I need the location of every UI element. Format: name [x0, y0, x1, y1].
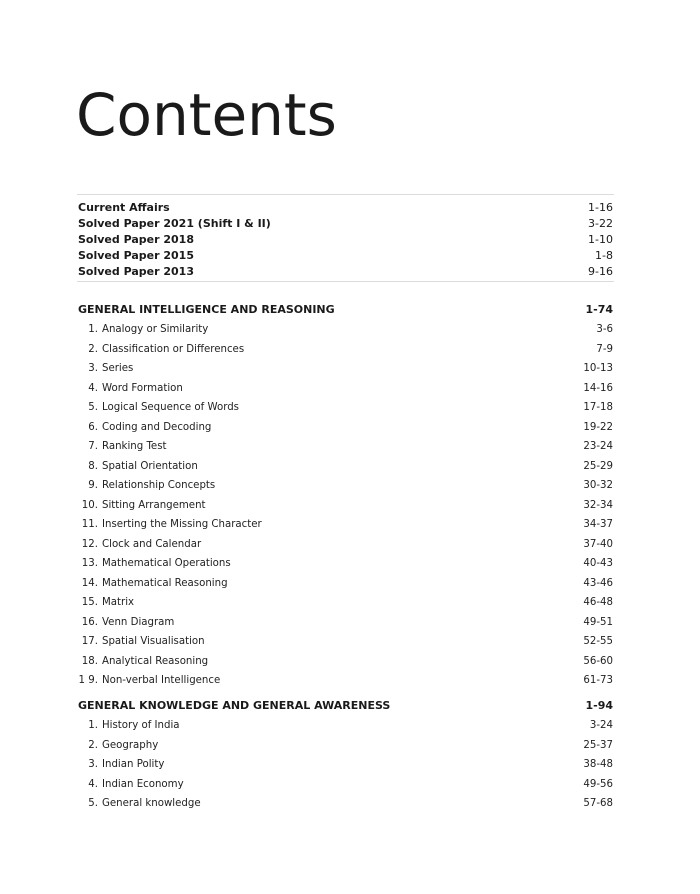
- chapter-row: [78, 671, 613, 691]
- chapter-entry: [78, 535, 201, 555]
- chapter-title: Analogy or Similarity: [102, 324, 209, 335]
- chapter-number: 3.: [88, 363, 98, 374]
- chapter-entry: [78, 398, 239, 418]
- chapter-row: [78, 457, 613, 477]
- section-reasoning: [78, 300, 613, 691]
- chapter-pages: 40-43: [583, 558, 613, 569]
- chapter-row: [78, 775, 613, 795]
- chapter-title: Mathematical Operations: [102, 558, 231, 569]
- chapter-pages: 38-48: [583, 759, 613, 770]
- prelim-title: Solved Paper 2018: [78, 233, 194, 246]
- chapter-pages: 49-51: [583, 616, 613, 628]
- chapter-number: 2.: [88, 343, 98, 355]
- chapter-title: Matrix: [102, 597, 135, 608]
- chapter-title: Logical Sequence of Words: [102, 402, 239, 413]
- chapter-number: 1.: [88, 720, 98, 731]
- prelim-title: Solved Paper 2021 (Shift I & II): [78, 217, 271, 230]
- chapter-number: 18.: [81, 655, 98, 667]
- chapter-entry: [78, 418, 211, 438]
- chapter-number: 17.: [81, 636, 98, 647]
- chapter-pages: 10-13: [583, 363, 613, 374]
- chapter-pages: 30-32: [583, 480, 613, 491]
- chapter-entry: [78, 716, 180, 736]
- chapter-pages: 49-56: [583, 778, 613, 790]
- chapter-title: Mathematical Reasoning: [102, 577, 228, 589]
- chapter-pages: 25-29: [583, 460, 613, 472]
- chapter-list: [78, 320, 613, 691]
- chapter-row: [78, 652, 613, 672]
- chapter-number: 9.: [88, 480, 98, 491]
- chapter-title: Spatial Orientation: [102, 460, 198, 472]
- prelim-pages: 3-22: [588, 217, 613, 230]
- prelim-row: [78, 232, 613, 248]
- chapter-number: 11.: [81, 519, 98, 530]
- chapter-row: [78, 398, 613, 418]
- chapter-number: 4.: [88, 382, 98, 394]
- chapter-pages: 34-37: [583, 519, 613, 530]
- chapter-title: History of India: [102, 720, 180, 731]
- page-title: Contents: [76, 81, 337, 149]
- chapter-number: 2.: [88, 739, 98, 751]
- chapter-title: Sitting Arrangement: [102, 499, 206, 511]
- chapter-entry: [78, 476, 215, 496]
- chapter-entry: [78, 593, 134, 613]
- chapter-number: 13.: [81, 558, 98, 569]
- chapter-pages: 19-22: [583, 421, 613, 433]
- chapter-row: [78, 632, 613, 652]
- section-pages: 1-74: [585, 303, 613, 316]
- prelim-row: [78, 248, 613, 264]
- chapter-pages: 52-55: [583, 636, 613, 647]
- chapter-entry: [78, 613, 174, 633]
- chapter-row: [78, 716, 613, 736]
- chapter-pages: 23-24: [583, 441, 613, 452]
- chapter-number: 5.: [88, 798, 98, 809]
- chapter-entry: [78, 496, 206, 516]
- chapter-pages: 17-18: [583, 402, 613, 413]
- prelim-row: [78, 216, 613, 232]
- chapter-number: 15.: [81, 597, 98, 608]
- chapter-row: [78, 320, 613, 340]
- chapter-row: [78, 593, 613, 613]
- chapter-row: [78, 359, 613, 379]
- chapter-number: 14.: [81, 577, 98, 589]
- chapter-row: [78, 794, 613, 814]
- chapter-entry: [78, 379, 183, 399]
- divider-bottom: [77, 281, 614, 282]
- chapter-row: [78, 340, 613, 360]
- chapter-row: [78, 476, 613, 496]
- prelim-pages: 1-10: [588, 233, 613, 246]
- section-heading: [78, 300, 613, 320]
- chapter-pages: 46-48: [583, 597, 613, 608]
- prelim-row: [78, 200, 613, 216]
- chapter-entry: [78, 320, 208, 340]
- divider-top: [77, 194, 614, 195]
- prelim-pages: 1-16: [588, 201, 613, 214]
- chapter-entry: [78, 515, 262, 535]
- chapter-row: [78, 437, 613, 457]
- chapter-entry: [78, 340, 244, 360]
- section-heading: [78, 696, 613, 716]
- chapter-entry: [78, 671, 220, 691]
- chapter-title: Indian Polity: [102, 759, 165, 770]
- chapter-row: [78, 418, 613, 438]
- chapter-entry: [78, 437, 167, 457]
- chapter-title: Coding and Decoding: [102, 421, 212, 433]
- chapter-title: Spatial Visualisation: [102, 636, 205, 647]
- chapter-title: General knowledge: [102, 798, 201, 809]
- chapter-title: Non-verbal Intelligence: [102, 675, 221, 686]
- chapter-row: [78, 613, 613, 633]
- chapter-pages: 43-46: [583, 577, 613, 589]
- chapter-number: 1 9.: [78, 675, 98, 686]
- chapter-number: 12.: [81, 538, 98, 550]
- chapter-pages: 3-24: [589, 720, 613, 731]
- chapter-entry: [78, 755, 164, 775]
- prelim-row: [78, 264, 613, 280]
- chapter-row: [78, 496, 613, 516]
- chapter-entry: [78, 794, 201, 814]
- chapter-title: Ranking Test: [102, 441, 167, 452]
- prelim-title: Solved Paper 2013: [78, 265, 194, 278]
- chapter-title: Analytical Reasoning: [102, 655, 209, 667]
- chapter-number: 3.: [88, 759, 98, 770]
- chapter-pages: 32-34: [583, 499, 613, 511]
- chapter-title: Venn Diagram: [102, 616, 175, 628]
- chapter-title: Geography: [102, 739, 159, 751]
- chapter-title: Word Formation: [102, 382, 183, 394]
- chapter-row: [78, 736, 613, 756]
- section-title: GENERAL INTELLIGENCE AND REASONING: [78, 303, 335, 316]
- chapter-title: Series: [102, 363, 134, 374]
- prelim-pages: 9-16: [588, 265, 613, 278]
- chapter-entry: [78, 359, 133, 379]
- chapter-title: Indian Economy: [102, 778, 184, 790]
- chapter-pages: 14-16: [583, 382, 613, 394]
- chapter-number: 10.: [81, 499, 98, 511]
- chapter-pages: 56-60: [583, 655, 613, 667]
- prelims-list: [78, 200, 613, 280]
- chapter-row: [78, 535, 613, 555]
- chapter-title: Inserting the Missing Character: [102, 519, 262, 530]
- prelim-pages: 1-8: [595, 249, 613, 262]
- chapter-number: 7.: [88, 441, 98, 452]
- chapter-pages: 61-73: [583, 675, 613, 686]
- prelim-title: Solved Paper 2015: [78, 249, 194, 262]
- chapter-row: [78, 755, 613, 775]
- chapter-number: 16.: [81, 616, 98, 628]
- chapter-entry: [78, 574, 228, 594]
- chapter-row: [78, 554, 613, 574]
- chapter-title: Clock and Calendar: [102, 538, 202, 550]
- chapter-number: 1.: [88, 324, 98, 335]
- section-general-knowledge: [78, 696, 613, 814]
- chapter-pages: 3-6: [596, 324, 613, 335]
- chapter-title: Relationship Concepts: [102, 480, 216, 491]
- chapter-entry: [78, 736, 158, 756]
- chapter-pages: 37-40: [583, 538, 613, 550]
- chapter-pages: 57-68: [583, 798, 613, 809]
- chapter-number: 8.: [88, 460, 98, 472]
- section-pages: 1-94: [585, 699, 613, 712]
- chapter-entry: [78, 632, 205, 652]
- chapter-row: [78, 379, 613, 399]
- chapter-list: [78, 716, 613, 814]
- chapter-number: 6.: [88, 421, 98, 433]
- prelim-title: Current Affairs: [78, 201, 170, 214]
- chapter-pages: 25-37: [583, 739, 613, 751]
- section-title: GENERAL KNOWLEDGE AND GENERAL AWARENESS: [78, 699, 391, 712]
- chapter-row: [78, 574, 613, 594]
- chapter-entry: [78, 775, 184, 795]
- chapter-entry: [78, 652, 208, 672]
- chapter-row: [78, 515, 613, 535]
- chapter-number: 5.: [88, 402, 98, 413]
- chapter-title: Classification or Differences: [102, 343, 245, 355]
- chapter-number: 4.: [88, 778, 98, 790]
- chapter-entry: [78, 457, 198, 477]
- chapter-pages: 7-9: [596, 343, 613, 355]
- chapter-entry: [78, 554, 231, 574]
